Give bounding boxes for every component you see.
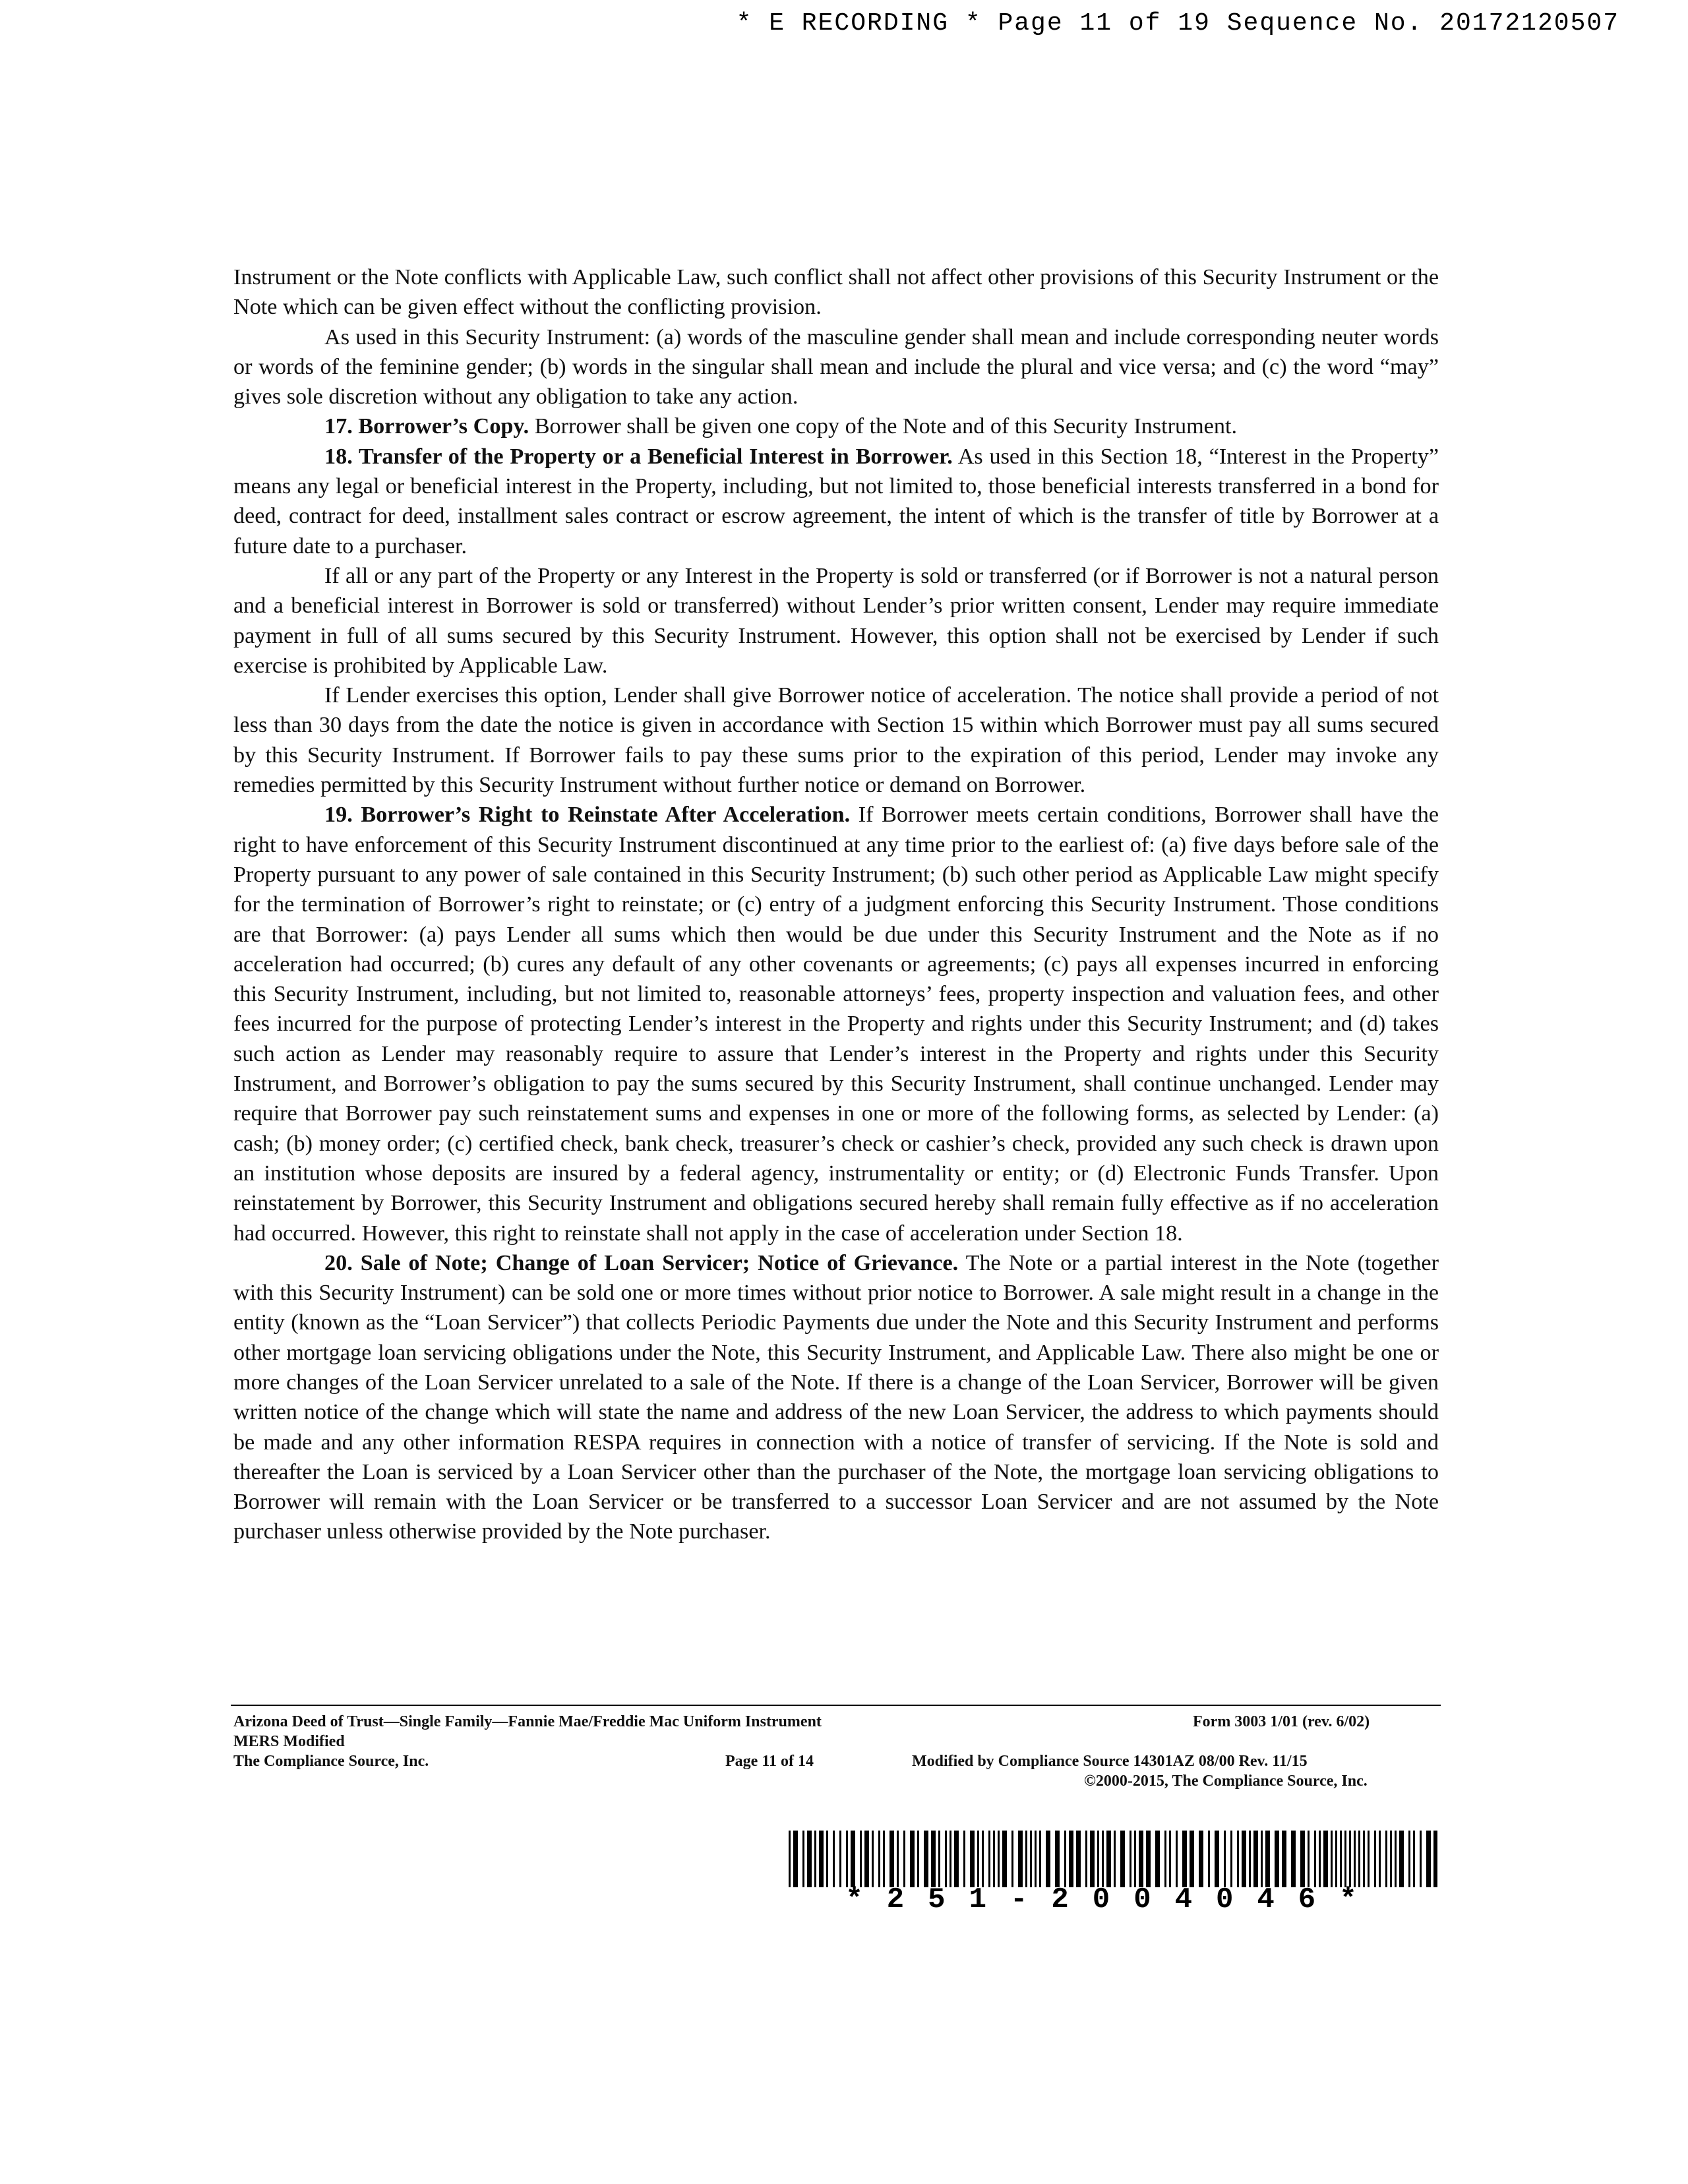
barcode-bar (1199, 1831, 1203, 1887)
document-body (233, 262, 1439, 1547)
barcode (789, 1831, 1437, 1916)
barcode-bar (1025, 1831, 1027, 1887)
document-footer (233, 1712, 1460, 1811)
barcode-bar (1097, 1831, 1099, 1887)
barcode-bar (1395, 1831, 1397, 1887)
barcode-text: *251-2004046* (845, 1883, 1381, 1916)
form-number: Form 3003 1/01 (rev. 6/02) (1193, 1713, 1370, 1730)
barcode-bar (1253, 1831, 1258, 1887)
barcode-bar (1420, 1831, 1422, 1887)
barcode-bar (889, 1831, 894, 1887)
barcode-bar (1237, 1831, 1239, 1887)
barcode-bar (931, 1831, 936, 1887)
barcode-bar (897, 1831, 899, 1887)
barcode-bar (1249, 1831, 1251, 1887)
barcode-bar (807, 1831, 812, 1887)
barcode-bar (903, 1831, 905, 1887)
barcode-bar (1064, 1831, 1066, 1887)
barcode-bars (789, 1831, 1437, 1887)
barcode-bar (839, 1831, 841, 1887)
barcode-bar (938, 1831, 940, 1887)
barcode-bar (1433, 1831, 1437, 1887)
barcode-bar (1385, 1831, 1387, 1887)
section-heading: 19. Borrower’s Right to Reinstate After Acceleration. (324, 803, 851, 828)
barcode-bar (860, 1831, 862, 1887)
barcode-bar (917, 1831, 919, 1887)
barcode-bar (993, 1831, 995, 1887)
barcode-bar (1169, 1831, 1171, 1887)
barcode-bar (1390, 1831, 1392, 1887)
barcode-bar (1139, 1831, 1143, 1887)
barcode-bar (998, 1831, 1000, 1887)
barcode-bar (864, 1831, 869, 1887)
paragraph-text: As used in this Section 18, “Interest in the Property” means any legal or beneficial interest in the Property, including, but not limited to, those beneficial interests transferred in a bond for deed, contract for deed, installment sales contract or escrow agreement, the intent of which is the transfer of title by Borrower at a future date to a purchaser. (233, 444, 1439, 559)
page-number: Page 11 of 14 (725, 1753, 814, 1770)
barcode-bar (954, 1831, 959, 1887)
section-heading: 20. Sale of Note; Change of Loan Servicer; Notice of Grievance. (324, 1250, 959, 1275)
barcode-bar (1035, 1831, 1037, 1887)
paragraph-text: If Lender exercises this option, Lender shall give Borrower notice of acceleration. The notice shall provide a period of not less than 30 days from the date the notice is given in accordance with Section 15 within which Borrower must pay all sums secured by this Security Instrument. If Borrower fails to pay these sums prior to the expiration of this period, Lender may invoke any remedies permitted by this Security Instrument without further notice or demand on Borrower. (233, 683, 1439, 798)
modified-by: Modified by Compliance Source 14301AZ 08/00 Rev. 11/15 (912, 1753, 1308, 1770)
barcode-bar (1319, 1831, 1321, 1887)
barcode-bar (1399, 1831, 1404, 1887)
barcode-bar (793, 1831, 798, 1887)
barcode-bar (1354, 1831, 1356, 1887)
barcode-bar (1134, 1831, 1136, 1887)
barcode-bar (1291, 1831, 1296, 1887)
barcode-bar (1102, 1831, 1104, 1887)
barcode-bar (1242, 1831, 1246, 1887)
barcode-bar (826, 1831, 828, 1887)
barcode-bar (1230, 1831, 1232, 1887)
barcode-bar (1282, 1831, 1286, 1887)
barcode-bar (1340, 1831, 1342, 1887)
paragraph (233, 681, 1439, 800)
copyright: ©2000-2015, The Compliance Source, Inc. (1084, 1773, 1368, 1790)
footer-divider (231, 1705, 1441, 1706)
barcode-bar (1190, 1831, 1194, 1887)
barcode-bar (1182, 1831, 1187, 1887)
paragraph (233, 800, 1439, 1248)
barcode-bar (982, 1831, 984, 1887)
mers-label: MERS Modified (233, 1733, 345, 1750)
barcode-bar (1215, 1831, 1219, 1887)
barcode-bar (1335, 1831, 1337, 1887)
paragraph (233, 411, 1439, 441)
barcode-bar (1349, 1831, 1351, 1887)
paragraph-text: If Borrower meets certain conditions, Borrower shall have the right to have enforcement of this Security Instrument discontinued at any time prior to the earliest of: (a) five days before sale of the Property pursuant to any power of sale contained in this Security Instrument; (b) such other period as Applicable Law might specify for the termination of Borrower’s right to reinstate; or (c) entry of a judgment enforcing this Security Instrument. Those conditions are that Borrower: (a) pays Lender all sums which then would be due under this Security Instrument and the Note as if no acceleration had occurred; (b) cures any default of any other covenants or agreements; (c) pays all expenses incurred in enforcing this Security Instrument, including, but not limited to, reasonable attorneys’ fees, property inspection and valuation fees, and other fees incurred for the purpose of protecting Lender’s interest in the Property and rights under this Security Instrument; and (d) takes such action as Lender may reasonably require to assure that Lender’s interest in the Property and rights under this Security Instrument, and Borrower’s obligation to pay the sums secured by this Security Instrument, shall continue unchanged. Lender may require that Borrower pay such reinstatement sums and expenses in one or more of the following forms, as selected by Lender: (a) cash; (b) money order; (c) certified check, bank check, treasurer’s check or cashier’s check, provided any such check is drawn upon an institution whose deposits are insured by a federal agency, instrumentality or entity; or (d) Electronic Funds Transfer. Upon reinstatement by Borrower, this Security Instrument and obligations secured hereby shall remain fully effective as if no acceleration had occurred. However, this right to reinstate shall not apply in the case of acceleration under Section 18. (233, 803, 1439, 1246)
section-heading: 18. Transfer of the Property or a Beneficial Interest in Borrower. (324, 444, 953, 469)
barcode-bar (1002, 1831, 1007, 1887)
barcode-bar (1164, 1831, 1166, 1887)
barcode-bar (1030, 1831, 1032, 1887)
barcode-bar (1374, 1831, 1376, 1887)
barcode-bar (1275, 1831, 1279, 1887)
barcode-bar (1085, 1831, 1087, 1887)
paragraph-text: As used in this Security Instrument: (a) words of the masculine gender shall mean and include corresponding neuter words or words of the feminine gender; (b) words in the singular shall mean and include the plural and vice versa; and (c) the word “may” gives sole discretion without any obligation to take any action. (233, 324, 1439, 410)
barcode-bar (1146, 1831, 1151, 1887)
barcode-bar (1011, 1831, 1013, 1887)
barcode-bar (1363, 1831, 1365, 1887)
barcode-bar (1265, 1831, 1270, 1887)
barcode-bar (819, 1831, 824, 1887)
section-heading: 17. Borrower’s Copy. (324, 414, 529, 439)
barcode-bar (1368, 1831, 1370, 1887)
barcode-bar (833, 1831, 835, 1887)
barcode-bar (851, 1831, 855, 1887)
barcode-bar (1090, 1831, 1095, 1887)
barcode-bar (802, 1831, 804, 1887)
barcode-bar (1018, 1831, 1023, 1887)
barcode-bar (1130, 1831, 1131, 1887)
barcode-bar (1300, 1831, 1305, 1887)
barcode-bar (1224, 1831, 1226, 1887)
barcode-bar (924, 1831, 928, 1887)
barcode-bar (1076, 1831, 1081, 1887)
barcode-bar (910, 1831, 915, 1887)
barcode-bar (883, 1831, 885, 1887)
barcode-bar (1308, 1831, 1310, 1887)
barcode-bar (988, 1831, 990, 1887)
barcode-bar (1408, 1831, 1410, 1887)
form-title: Arizona Deed of Trust—Single Family—Fannie Mae/Freddie Mac Uniform Instrument (233, 1713, 822, 1730)
source-label: The Compliance Source, Inc. (233, 1753, 429, 1770)
paragraph (233, 262, 1439, 322)
barcode-bar (789, 1831, 791, 1887)
paragraph-text: Instrument or the Note conflicts with Applicable Law, such conflict shall not affect other provisions of this Security Instrument or the Note which can be given effect without the conflicting provision. (233, 265, 1439, 320)
barcode-bar (846, 1831, 848, 1887)
barcode-bar (1069, 1831, 1073, 1887)
barcode-bar (945, 1831, 947, 1887)
paragraph-text: If all or any part of the Property or any Interest in the Property is sold or transferred (or if Borrower is not a natural person and a beneficial interest in Borrower is sold or transferred) without Lender’s prior written consent, Lender may require immediate payment in full of all sums secured by this Security Instrument. However, this option shall not be exercised by Lender if such exercise is prohibited by Applicable Law. (233, 563, 1439, 678)
barcode-bar (1114, 1831, 1116, 1887)
barcode-bar (1261, 1831, 1263, 1887)
paragraph (233, 322, 1439, 412)
barcode-bar (1208, 1831, 1210, 1887)
barcode-bar (1358, 1831, 1360, 1887)
paragraph-text: Borrower shall be given one copy of the Note and of this Security Instrument. (529, 414, 1237, 439)
barcode-bar (1106, 1831, 1111, 1887)
paragraph (233, 561, 1439, 681)
barcode-bar (1323, 1831, 1328, 1887)
barcode-bar (977, 1831, 979, 1887)
paragraph-text: The Note or a partial interest in the Note (together with this Security Instrument) can be sold one or more times without prior notice to Borrower. A sale might result in a change in the entity (known as the “Loan Servicer”) that collects Periodic Payments due under the Note and this Security Instrument and performs other mortgage loan servicing obligations under the Note, this Security Instrument, and Applicable Law. There also might be one or more changes of the Loan Servicer unrelated to a sale of the Note. If there is a change of the Loan Servicer, Borrower will be given written notice of the change which will state the name and address of the new Loan Servicer, the address to which payments should be made and any other information RESPA requires in connection with a notice of transfer of servicing. If the Note is sold and thereafter the Loan is serviced by a Loan Servicer other than the purchaser of the Note, the mortgage loan servicing obligations to Borrower will remain with the Loan Servicer or be transferred to a successor Loan Servicer and are not assumed by the Note purchaser unless otherwise provided by the Note purchaser. (233, 1250, 1439, 1544)
paragraph (233, 1248, 1439, 1547)
barcode-bar (963, 1831, 965, 1887)
barcode-bar (1176, 1831, 1178, 1887)
barcode-bar (1055, 1831, 1060, 1887)
paragraph (233, 442, 1439, 561)
barcode-bar (878, 1831, 880, 1887)
barcode-bar (1046, 1831, 1050, 1887)
barcode-bar (1426, 1831, 1431, 1887)
barcode-bar (1039, 1831, 1041, 1887)
barcode-bar (872, 1831, 874, 1887)
barcode-bar (1314, 1831, 1316, 1887)
barcode-bar (950, 1831, 951, 1887)
barcode-bar (1413, 1831, 1415, 1887)
barcode-bar (1331, 1831, 1333, 1887)
barcode-bar (1379, 1831, 1381, 1887)
barcode-bar (1344, 1831, 1346, 1887)
barcode-bar (1155, 1831, 1160, 1887)
barcode-bar (1120, 1831, 1125, 1887)
recording-header: * E RECORDING * Page 11 of 19 Sequence No. 20172120507 (736, 9, 1619, 38)
barcode-bar (814, 1831, 816, 1887)
barcode-bar (970, 1831, 975, 1887)
